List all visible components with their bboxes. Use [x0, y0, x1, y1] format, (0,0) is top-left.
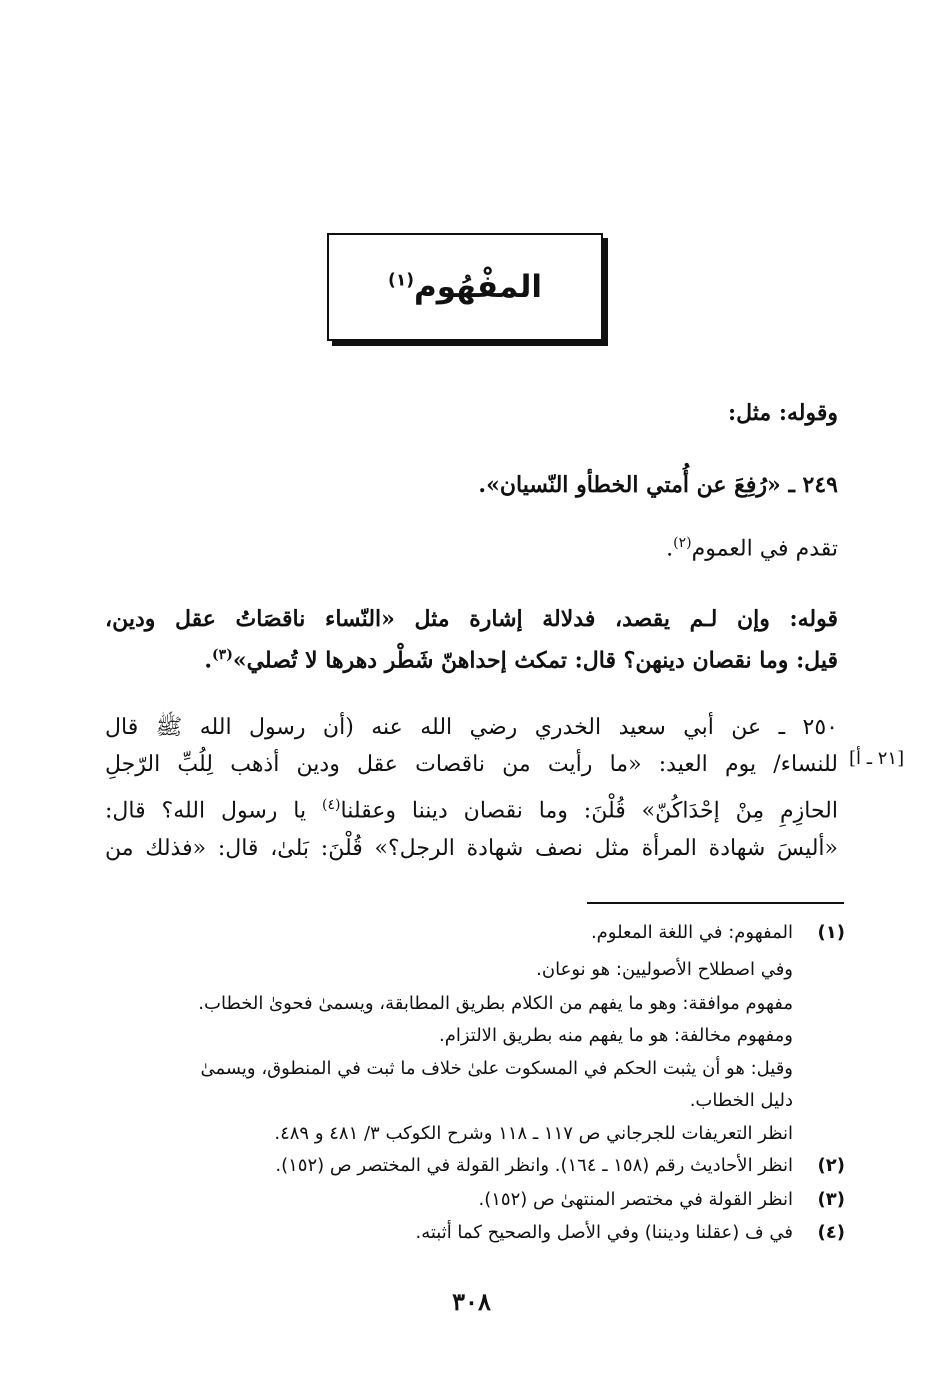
footnote-3: انظر القولة في مختصر المنتهىٰ ص (١٥٢).	[478, 1189, 793, 1210]
footnote-1-line-6: دليل الخطاب.	[689, 1090, 793, 1111]
footnote-ref-3: (٣)	[212, 647, 233, 663]
hadith-250-line-3: الحازِمِ مِنْ إحْدَاكُنّ» قُلْنَ: وما نقصان ديننا وعقلنا$^{(٤)}$ يا رسول الله؟ قال:	[105, 797, 838, 824]
footnote-1-line-7: انظر التعريفات للجرجاني ص ١١٧ ـ ١١٨ وشرح الكوكب ٣/ ٤٨١ و ٤٨٩.	[274, 1123, 793, 1144]
footnote-number-1: (١)	[817, 922, 845, 943]
footnote-divider	[587, 902, 844, 904]
footnote-1-line-2: وفي اصطلاح الأصوليين: هو نوعان.	[536, 959, 793, 980]
body-line-3: تقدم في العموم$^{(٢)}$.	[666, 535, 838, 562]
footnote-number-3: (٣)	[817, 1189, 845, 1210]
hadith-250-line-2: للنساء/ يوم العيد: «ما رأيت من ناقصات عقل ودين أذهب لِلُبِّ الرّجلِ	[105, 752, 838, 777]
hadith-249: ٢٤٩ ـ «رُفِعَ عن أُمتي الخطأو النّسيان».	[478, 472, 838, 498]
body-line-5: قيل: وما نقصان دينهن؟ قال: تمكث إحداهنّ شَطْر دهرها لا تُصلي»$^{(٣)}$.	[204, 647, 838, 674]
footnote-1-line-5: وقيل: هو أن يثبت الحكم في المسكوت علىٰ خلاف ما ثبت في المنطوق، ويسمىٰ	[200, 1058, 793, 1079]
title-footnote-ref: (١)	[388, 270, 414, 291]
footnote-number-4: (٤)	[817, 1222, 845, 1243]
manuscript-folio-ref: [٢١ ـ أ]	[849, 748, 905, 769]
hadith-250-line-4: «أليسَ شهادة المرأة مثل نصف شهادة الرجل؟» قُلْنَ: بَلىٰ، قال: «فذلك من	[105, 836, 838, 861]
footnote-number-2: (٢)	[817, 1155, 845, 1176]
page-number: ٣٠٨	[452, 1287, 491, 1316]
body-line-4: قوله: وإن لـم يقصد، فدلالة إشارة مثل «النّساء ناقصَاتُ عقل ودين،	[105, 606, 838, 632]
hadith-250-line-1: ٢٥٠ ـ عن أبي سعيد الخدري رضي الله عنه (أن رسول الله ﷺ قال	[105, 715, 838, 740]
chapter-title-box	[327, 233, 603, 341]
body-line-1: وقوله: مثل:	[728, 400, 838, 426]
footnote-2: انظر الأحاديث رقم (١٥٨ ـ ١٦٤). وانظر القولة في المختصر ص (١٥٢).	[275, 1155, 793, 1176]
chapter-title: المفْهُوم$^{(١)}$	[388, 269, 542, 305]
footnote-4: في ف (عقلنا وديننا) وفي الأصل والصحيح كما أثبته.	[415, 1222, 793, 1243]
footnote-1-line-3: مفهوم موافقة: وهو ما يفهم من الكلام بطريق المطابقة، ويسمىٰ فحوىٰ الخطاب.	[198, 993, 793, 1014]
footnote-ref-4: (٤)	[322, 797, 341, 813]
footnote-1-line-1: المفهوم: في اللغة المعلوم.	[590, 922, 793, 943]
footnote-ref-2: (٢)	[673, 535, 692, 551]
footnote-1-line-4: ومفهوم مخالفة: هو ما يفهم منه بطريق الالتزام.	[438, 1025, 793, 1046]
